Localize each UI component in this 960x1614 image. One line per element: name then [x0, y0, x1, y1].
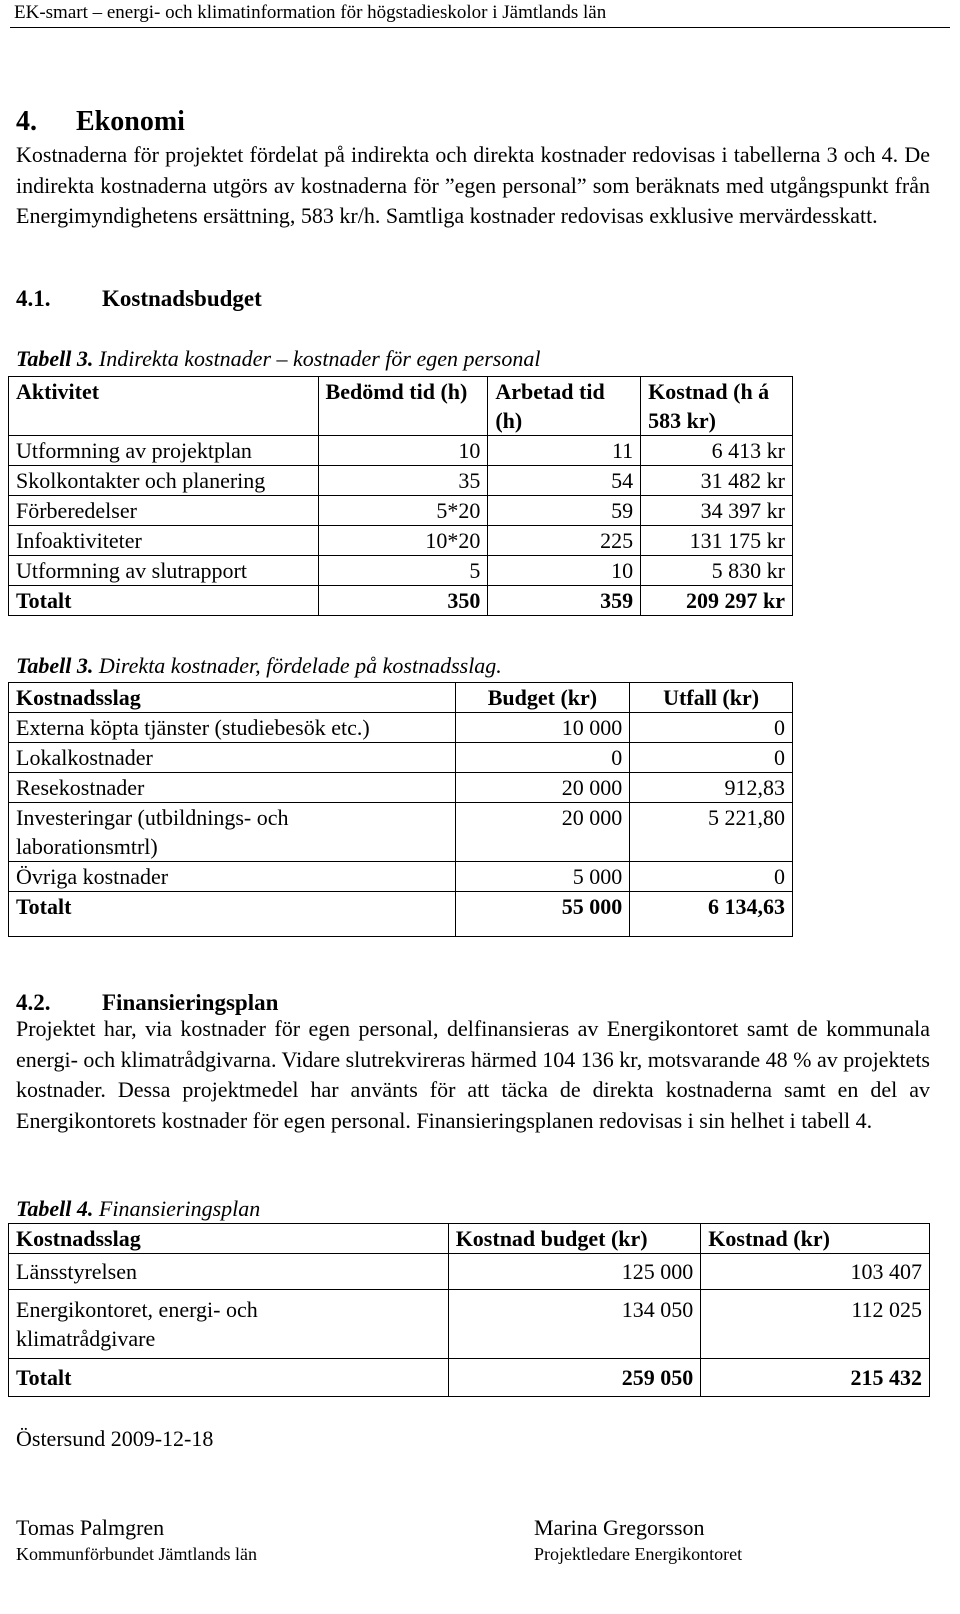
- signer-name: Tomas Palmgren: [16, 1515, 165, 1540]
- funder-text: Energikontoret, energi- och klimatrådgivare: [16, 1297, 258, 1351]
- total-label-cell: Totalt: [9, 586, 319, 616]
- cost-cell: 6 413 kr: [641, 436, 793, 466]
- total-outcome-cell: 6 134,63: [630, 892, 793, 937]
- table-caption-direct: [16, 653, 502, 679]
- worked-hours-cell: 225: [488, 526, 641, 556]
- cost-type-cell: Externa köpta tjänster (studiebesök etc.): [9, 713, 456, 743]
- budget-cell: 134 050: [448, 1290, 701, 1359]
- subsection-number: 4.2.: [16, 990, 51, 1015]
- column-header: Budget (kr): [455, 683, 630, 713]
- budget-cell: 5 000: [455, 862, 630, 892]
- caption-text: Direkta kostnader, fördelade på kostnadsslag.: [93, 653, 502, 678]
- caption-label: Tabell 4.: [16, 1196, 94, 1221]
- section-heading-ekonomi: [16, 106, 185, 138]
- table-row: [9, 1290, 930, 1359]
- total-cost-cell: 215 432: [701, 1359, 930, 1397]
- subsection-heading-kostnadsbudget: [16, 286, 262, 312]
- table-total-row: [9, 892, 793, 937]
- total-worked-cell: 359: [488, 586, 641, 616]
- column-header: Aktivitet: [9, 377, 319, 436]
- cost-cell: 103 407: [701, 1254, 930, 1290]
- column-header: Kostnad (kr): [701, 1224, 930, 1254]
- cost-cell: 31 482 kr: [641, 466, 793, 496]
- table-total-row: [9, 586, 793, 616]
- table-header-row: [9, 377, 793, 436]
- total-estimated-cell: 350: [318, 586, 488, 616]
- table-row: [9, 556, 793, 586]
- column-header: Bedömd tid (h): [318, 377, 488, 436]
- column-header: Arbetad tid (h): [488, 377, 641, 436]
- table-row: [9, 436, 793, 466]
- table-caption-indirect: [16, 346, 540, 372]
- caption-text: Indirekta kostnader – kostnader för egen personal: [93, 346, 541, 371]
- outcome-cell: 0: [630, 862, 793, 892]
- caption-label: Tabell 3.: [16, 653, 94, 678]
- section-number: 4.: [16, 106, 37, 137]
- signer-organization: Kommunförbundet Jämtlands län: [16, 1544, 257, 1564]
- subsection-heading-finansieringsplan: [16, 990, 278, 1016]
- subsection-title: Kostnadsbudget: [102, 286, 262, 311]
- column-header: Utfall (kr): [630, 683, 793, 713]
- budget-cell: 10 000: [455, 713, 630, 743]
- ekonomi-paragraph: Kostnaderna för projektet fördelat på indirekta och direkta kostnader redovisas i tabellerna 3 och 4. De indirekta kostnaderna utgörs av kostnaderna för ”egen personal” som beräknats med utgångspunkt från Energimyndighetens ersättning, 583 kr/h. Samtliga kostnader redovisas exklusive mervärdesskatt.: [16, 142, 930, 228]
- worked-hours-cell: 10: [488, 556, 641, 586]
- table-row: [9, 713, 793, 743]
- signature-block-1: [16, 1514, 257, 1566]
- total-budget-cell: 55 000: [455, 892, 630, 937]
- table-header-row: [9, 1224, 930, 1254]
- table-row: [9, 1254, 930, 1290]
- financing-plan-table: [8, 1223, 930, 1397]
- running-header: EK-smart – energi- och klimatinformation för högstadieskolor i Jämtlands län: [14, 2, 607, 23]
- table-row: [9, 466, 793, 496]
- header-divider: [10, 27, 950, 28]
- worked-hours-cell: 59: [488, 496, 641, 526]
- activity-cell: Utformning av slutrapport: [9, 556, 319, 586]
- cost-cell: 131 175 kr: [641, 526, 793, 556]
- estimated-hours-cell: 5*20: [318, 496, 488, 526]
- section-title: Ekonomi: [76, 106, 185, 137]
- table-row: [9, 743, 793, 773]
- cost-type-cell: Resekostnader: [9, 773, 456, 803]
- column-header: Kostnad (h á 583 kr): [641, 377, 793, 436]
- direct-costs-table: [8, 682, 793, 937]
- total-label-cell: Totalt: [9, 892, 456, 937]
- funder-cell: [9, 1290, 449, 1359]
- budget-cell: 20 000: [455, 803, 630, 862]
- total-label-cell: Totalt: [9, 1359, 449, 1397]
- cost-cell: 5 830 kr: [641, 556, 793, 586]
- cost-type-text: Investeringar (utbildnings- och laborationsmtrl): [16, 805, 289, 859]
- column-header: Kostnad budget (kr): [448, 1224, 701, 1254]
- outcome-cell: 0: [630, 713, 793, 743]
- cost-type-cell: [9, 803, 456, 862]
- cost-type-cell: Lokalkostnader: [9, 743, 456, 773]
- budget-cell: 125 000: [448, 1254, 701, 1290]
- worked-hours-cell: 11: [488, 436, 641, 466]
- signature-block-2: [534, 1514, 742, 1566]
- column-header: Kostnadsslag: [9, 683, 456, 713]
- table-row: [9, 526, 793, 556]
- subsection-title: Finansieringsplan: [102, 990, 279, 1015]
- table-row: [9, 862, 793, 892]
- cost-cell: 34 397 kr: [641, 496, 793, 526]
- estimated-hours-cell: 35: [318, 466, 488, 496]
- activity-cell: Förberedelser: [9, 496, 319, 526]
- outcome-cell: 5 221,80: [630, 803, 793, 862]
- column-header: Kostnadsslag: [9, 1224, 449, 1254]
- budget-cell: 0: [455, 743, 630, 773]
- signer-organization: Projektledare Energikontoret: [534, 1544, 743, 1564]
- table-total-row: [9, 1359, 930, 1397]
- activity-cell: Utformning av projektplan: [9, 436, 319, 466]
- cost-type-cell: Övriga kostnader: [9, 862, 456, 892]
- table-header-row: [9, 683, 793, 713]
- caption-label: Tabell 3.: [16, 346, 94, 371]
- outcome-cell: 912,83: [630, 773, 793, 803]
- indirect-costs-table: [8, 376, 793, 616]
- table-row: [9, 803, 793, 862]
- worked-hours-cell: 54: [488, 466, 641, 496]
- estimated-hours-cell: 10: [318, 436, 488, 466]
- budget-cell: 20 000: [455, 773, 630, 803]
- table-caption-financing: [16, 1196, 260, 1222]
- signer-name: Marina Gregorsson: [534, 1515, 705, 1540]
- activity-cell: Infoaktiviteter: [9, 526, 319, 556]
- table-row: [9, 496, 793, 526]
- finansieringsplan-paragraph: Projektet har, via kostnader för egen personal, delfinansieras av Energikontoret samt de kommunala energi- och klimatrådgivarna. Vidare slutrekvireras härmed 104 136 kr, motsvarande 48 % av projektets kostnader. Dessa projektmedel har använts för att täcka de direkta kostnaderna samt en del av Energikontorets kostnader för egen personal. Finansieringsplanen redovisas i sin helhet i tabell 4.: [16, 1016, 930, 1133]
- table-row: [9, 773, 793, 803]
- cost-cell: 112 025: [701, 1290, 930, 1359]
- estimated-hours-cell: 5: [318, 556, 488, 586]
- funder-cell: Länsstyrelsen: [9, 1254, 449, 1290]
- total-cost-cell: 209 297 kr: [641, 586, 793, 616]
- subsection-number: 4.1.: [16, 286, 51, 311]
- outcome-cell: 0: [630, 743, 793, 773]
- estimated-hours-cell: 10*20: [318, 526, 488, 556]
- total-budget-cell: 259 050: [448, 1359, 701, 1397]
- activity-cell: Skolkontakter och planering: [9, 466, 319, 496]
- caption-text: Finansieringsplan: [93, 1196, 261, 1221]
- place-and-date: Östersund 2009-12-18: [16, 1426, 214, 1451]
